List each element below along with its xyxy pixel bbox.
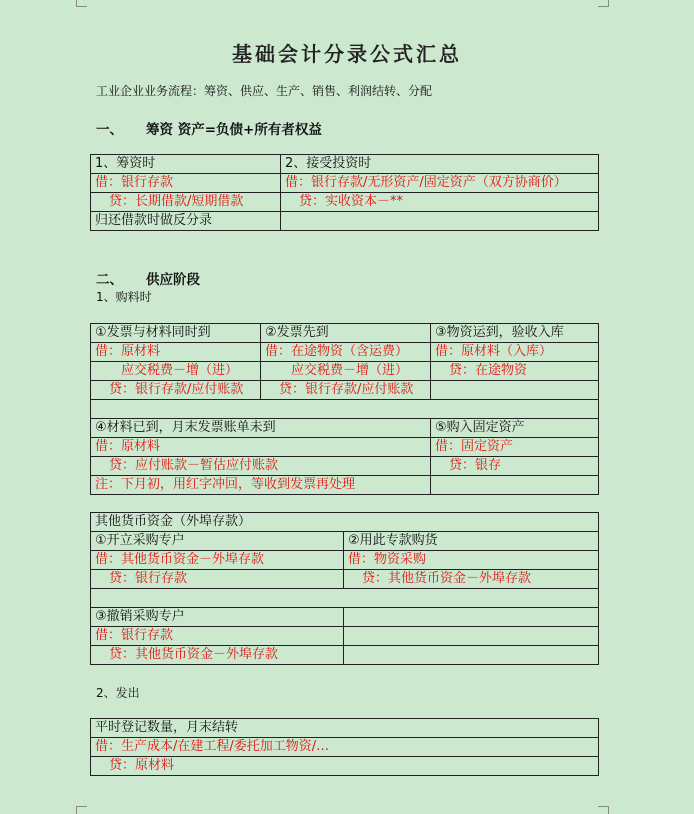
financing-debit: 借：银行存款: [91, 174, 281, 193]
issue-credit: 贷：原材料: [91, 757, 599, 776]
section2-title: 供应阶段: [146, 272, 200, 288]
case4-note: 注：下月初，用红字冲回，等收到发票再处理: [91, 476, 431, 495]
case5-head: ⑤购入固定资产: [431, 419, 599, 438]
case3-credit: 贷：在途物资: [431, 362, 599, 381]
issue-table: [90, 718, 599, 776]
empty-cell: [344, 646, 599, 665]
section1-title: 筹资 资产=负债+所有者权益: [146, 122, 322, 138]
case4-head: ④材料已到，月末发票账单未到: [91, 419, 431, 438]
empty-cell: [431, 381, 599, 400]
document-title: 基础会计分录公式汇总: [232, 42, 462, 66]
empty-cell: [344, 627, 599, 646]
use-funds-debit: 借：物资采购: [344, 551, 599, 570]
close-account-debit: 借：银行存款: [91, 627, 344, 646]
case1-debit: 借：原材料: [91, 343, 261, 362]
open-account-credit: 贷：银行存款: [91, 570, 344, 589]
issue-subheading: 2、发出: [96, 686, 140, 700]
repayment-note: 归还借款时做反分录: [91, 212, 281, 231]
case5-credit: 贷：银存: [431, 457, 599, 476]
purchase-table: [90, 323, 599, 495]
case2-debit: 借：在途物资（含运费）: [261, 343, 431, 362]
issue-debit: 借：生产成本/在建工程/委托加工物资/…: [91, 738, 599, 757]
use-funds-head: ②用此专款购货: [344, 532, 599, 551]
case4-debit: 借：原材料: [91, 438, 431, 457]
issue-head: 平时登记数量，月末结转: [91, 719, 599, 738]
financing-head: 1、筹资时: [91, 155, 281, 174]
investment-head: 2、接受投资时: [281, 155, 599, 174]
section1-number: 一、: [96, 122, 123, 138]
case5-debit: 借：固定资产: [431, 438, 599, 457]
close-account-credit: 贷：其他货币资金－外埠存款: [91, 646, 344, 665]
empty-cell: [344, 608, 599, 627]
case1-credit: 贷：银行存款/应付账款: [91, 381, 261, 400]
case3-debit: 借：原材料（入库）: [431, 343, 599, 362]
section2-number: 二、: [96, 272, 123, 288]
close-account-head: ③撤销采购专户: [91, 608, 344, 627]
spacer-row: [91, 589, 599, 608]
margin-mark-top-left: [76, 0, 87, 7]
other-funds-head: 其他货币资金（外埠存款）: [91, 513, 599, 532]
investment-credit: 贷：实收资本－**: [281, 193, 599, 212]
case2-head: ②发票先到: [261, 324, 431, 343]
open-account-debit: 借：其他货币资金－外埠存款: [91, 551, 344, 570]
purchase-subheading: 1、购料时: [96, 290, 152, 304]
section1-heading: [96, 118, 322, 138]
other-funds-table: [90, 512, 599, 665]
section2-heading: [96, 268, 200, 288]
case3-head: ③物资运到，验收入库: [431, 324, 599, 343]
case1-head: ①发票与材料同时到: [91, 324, 261, 343]
financing-table: [90, 154, 599, 231]
margin-mark-top-right: [598, 0, 609, 7]
case2-tax: 应交税费－增（进）: [261, 362, 431, 381]
case1-tax: 应交税费－增（进）: [91, 362, 261, 381]
case4-credit: 贷：应付账款－暂估应付账款: [91, 457, 431, 476]
investment-debit: 借：银行存款/无形资产/固定资产（双方协商价）: [281, 174, 599, 193]
financing-credit: 贷：长期借款/短期借款: [91, 193, 281, 212]
empty-cell: [281, 212, 599, 231]
open-account-head: ①开立采购专户: [91, 532, 344, 551]
spacer-row: [91, 400, 599, 419]
case2-credit: 贷：银行存款/应付账款: [261, 381, 431, 400]
empty-cell: [431, 476, 599, 495]
use-funds-credit: 贷：其他货币资金－外埠存款: [344, 570, 599, 589]
intro-text: 工业企业业务流程：筹资、供应、生产、销售、利润结转、分配: [96, 84, 433, 98]
